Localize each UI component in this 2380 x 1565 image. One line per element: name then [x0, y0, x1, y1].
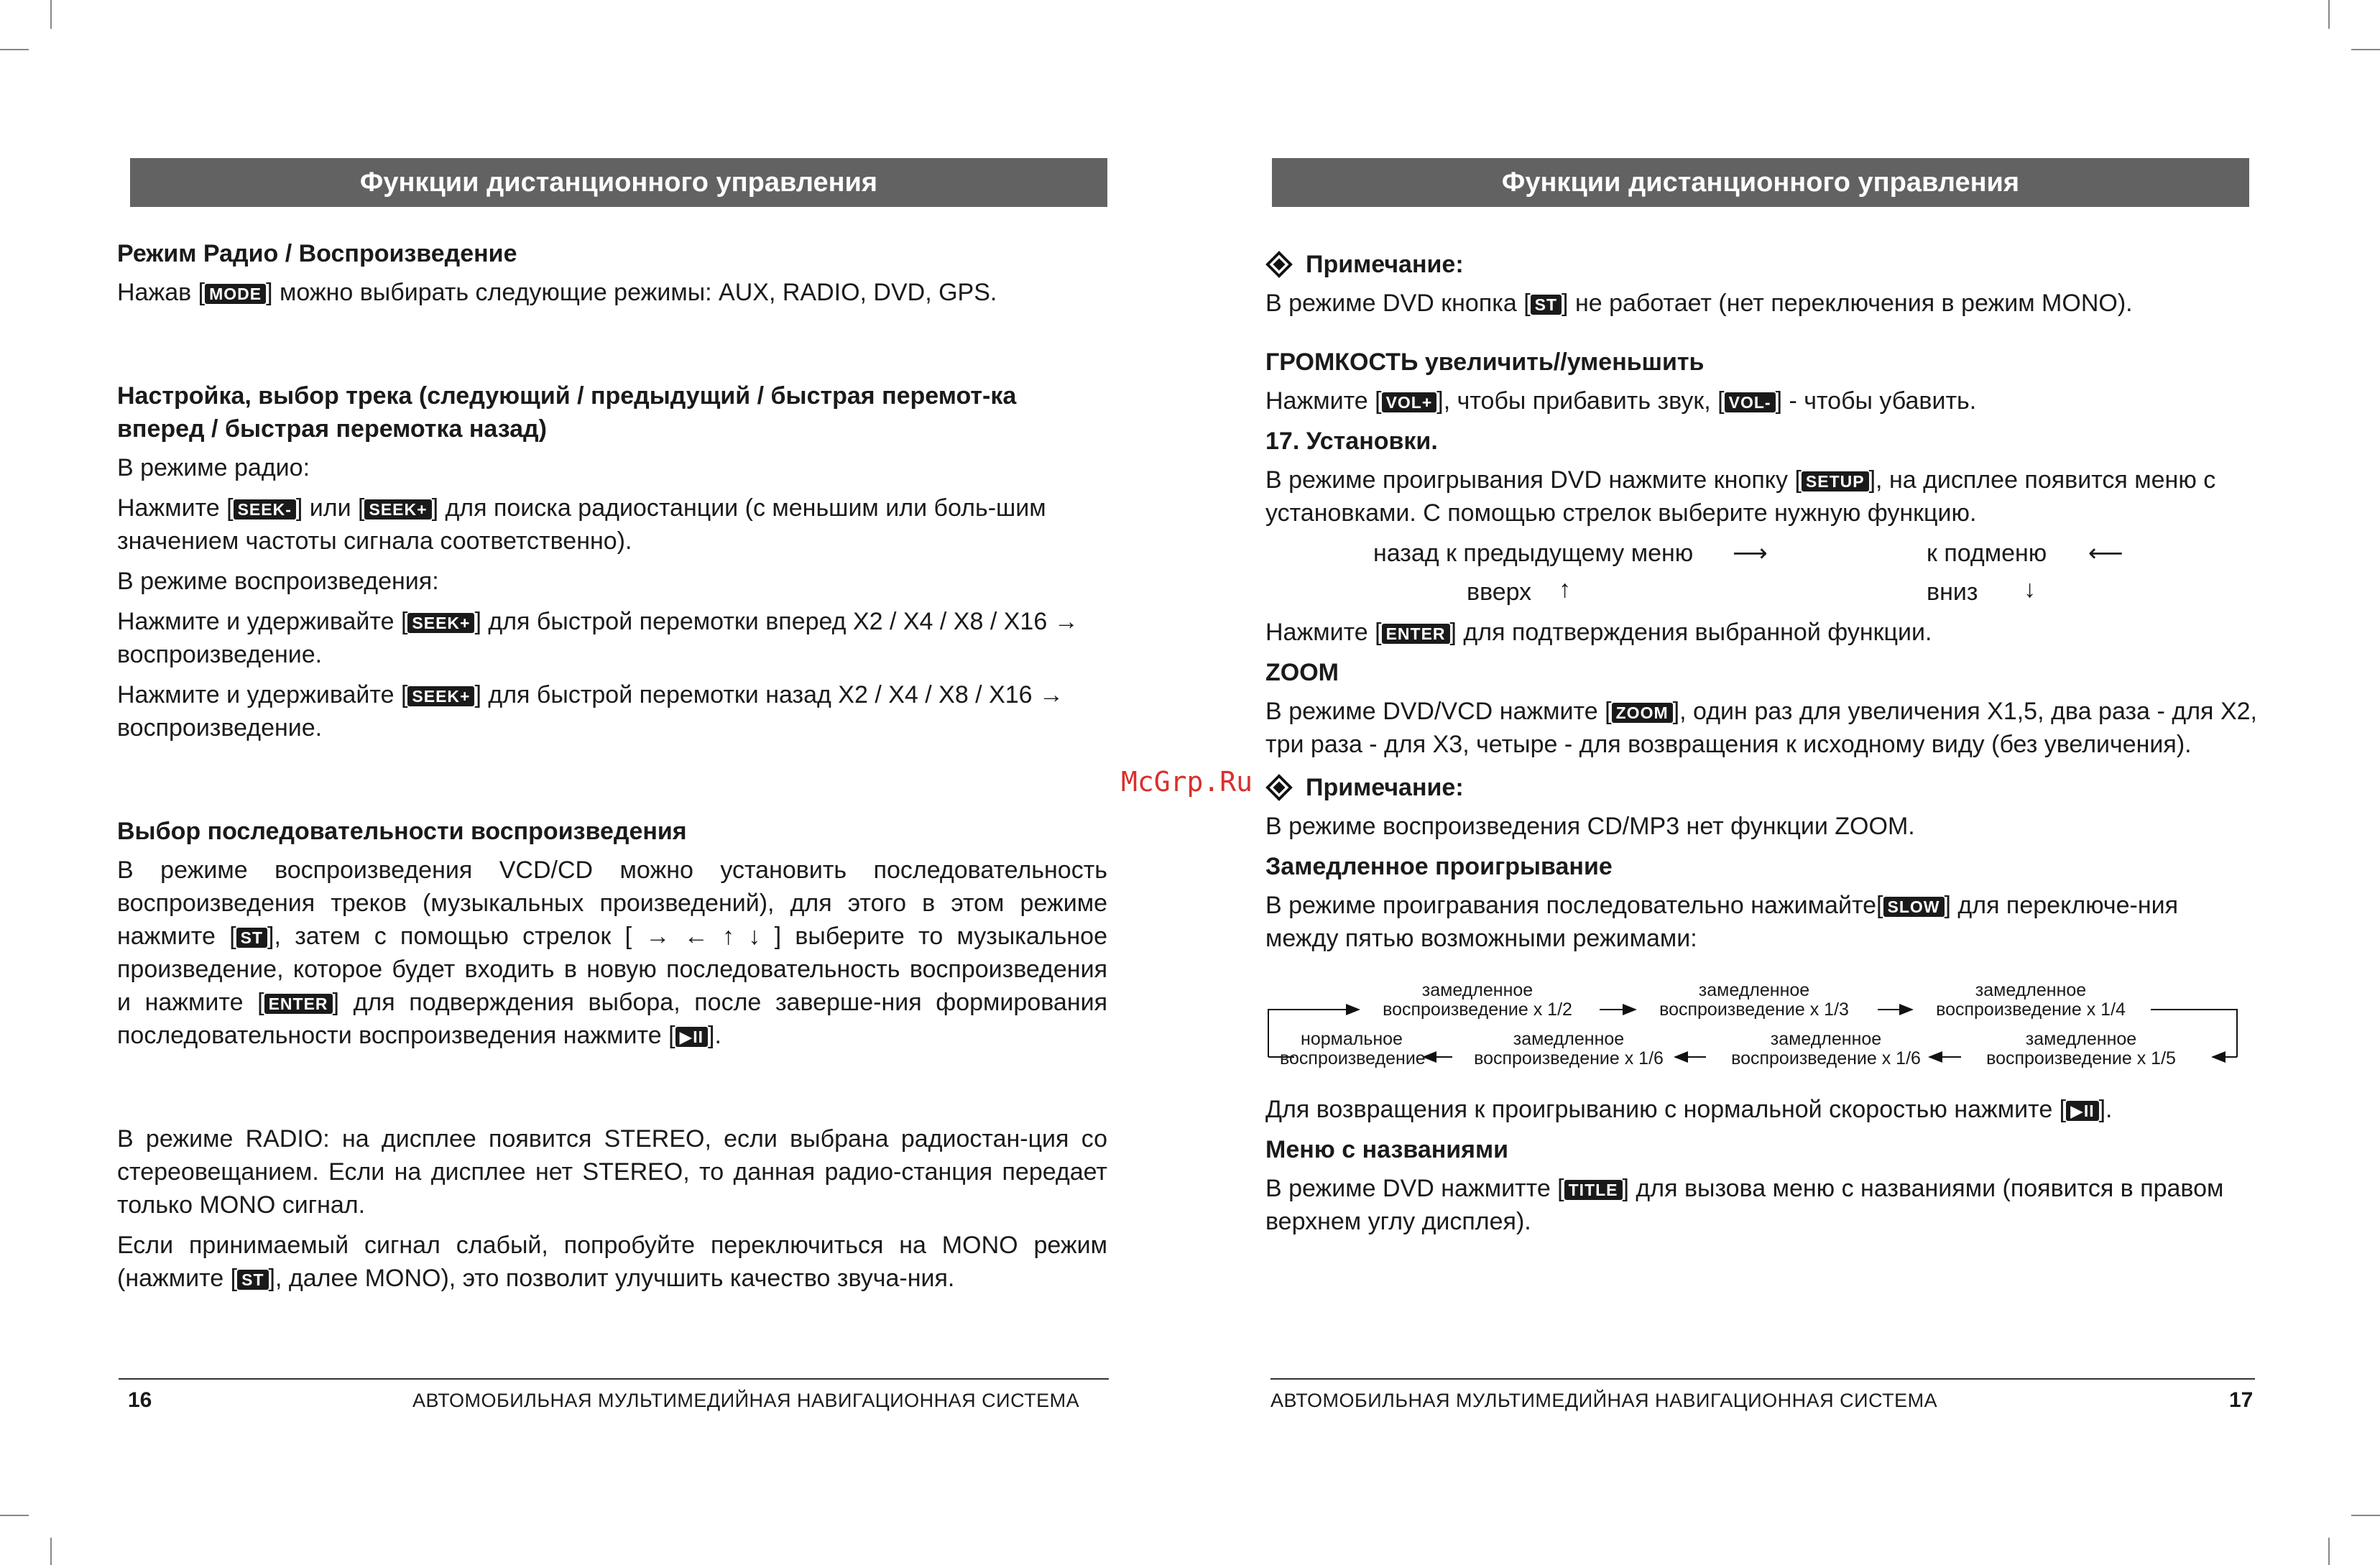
left-header-bar: Функции дистанционного управления — [130, 158, 1107, 207]
text: ] или [ — [295, 494, 365, 522]
sequence-paragraph — [117, 854, 1107, 1052]
text: замедленное — [1770, 1029, 1882, 1049]
right-content — [1265, 248, 2257, 1245]
page-number: 17 — [2229, 1388, 2254, 1412]
zoom-paragraph — [1265, 695, 2257, 761]
sequence-title: Выбор последовательности воспроизведения — [117, 818, 687, 845]
setup-paragraph — [1265, 463, 2257, 530]
spacer — [1265, 327, 2257, 346]
note-title: Примечание: — [1306, 774, 1464, 801]
note-heading — [1265, 771, 2257, 804]
footer-text: АВТОМОБИЛЬНАЯ МУЛЬТИМЕДИЙНАЯ НАВИГАЦИОННАЯ СИСТЕМА — [412, 1390, 1080, 1411]
spacer — [117, 1059, 1107, 1122]
text: ] для вызова меню с названиями (появится в правом верхнем углу дисплея). — [1265, 1175, 2224, 1235]
rewind-paragraph — [117, 678, 1107, 744]
seek-plus-key: SEEK+ — [407, 686, 474, 706]
text: В режиме DVD нажмитте [ — [1265, 1175, 1564, 1202]
zoom-title: ZOOM — [1265, 659, 1339, 686]
nav-submenu-label: к подменю — [1927, 540, 2047, 567]
stereo-paragraph: В режиме RADIO: на дисплее появится STEREO, если выбрана радиостан-ция со стереовещанием. Если на дисплее нет STEREO, то данная радио-станция передает только MONO сигнал. — [117, 1125, 1107, 1219]
note2-paragraph: В режиме воспроизведения CD/MP3 нет функции ZOOM. — [1265, 813, 1915, 840]
slow-key: SLOW — [1883, 897, 1945, 917]
footer-rule — [1270, 1378, 2255, 1380]
seek-minus-key: SEEK- — [234, 499, 296, 520]
enter-paragraph — [1265, 616, 2257, 649]
slow-mode-sixth — [1454, 1030, 1684, 1068]
text: ] - чтобы убавить. — [1775, 387, 1977, 415]
text: ]. — [2098, 1096, 2113, 1123]
text: воспроизведение x 1/3 — [1659, 1000, 1849, 1020]
nav-row-1 — [1265, 537, 2257, 578]
text: Для возвращения к проигрыванию с нормальной скоростью нажмите [ — [1265, 1096, 2067, 1123]
text: воспроизведение — [1280, 1048, 1426, 1068]
note-title: Примечание: — [1306, 251, 1464, 278]
enter-key: ENTER — [264, 994, 333, 1014]
text: В режиме проигрывания DVD нажмите кнопку [ — [1265, 466, 1802, 494]
title-key: TITLE — [1564, 1180, 1623, 1200]
text: В режиме воспроизведения VCD/CD можно установить последовательность воспроизведения треков (музыкальных произведений), для этого в этом режиме нажмите [ — [117, 857, 1107, 950]
right-arrow-icon: → — [1053, 608, 1079, 635]
seek-plus-key: SEEK+ — [407, 613, 474, 633]
mode-paragraph — [117, 276, 1107, 309]
text: Нажмите [ — [117, 494, 234, 522]
down-arrow-icon: ↓ — [2024, 576, 2036, 603]
st-key: ST — [236, 928, 267, 948]
diamond-note-icon — [1265, 251, 1293, 278]
text: ] для переключе-ния между пятью возможными режимами: — [1265, 892, 2179, 952]
track-select-title: Настройка, выбор трека (следующий / предыдущий / быстрая перемот-ка вперед / быстрая перемотка назад) — [117, 382, 1017, 443]
seek-paragraph — [117, 491, 1107, 558]
text: Нажмите [ — [1265, 619, 1382, 646]
text: ], на дисплее появится меню с установками. С помощью стрелок выберите нужную функцию. — [1265, 466, 2216, 527]
text: ] для быстрой перемотки назад X2 / X4 / X8 / X16 — [474, 681, 1033, 708]
text: замедленное — [1421, 980, 1533, 1000]
right-page — [1190, 0, 2380, 1565]
fast-forward-paragraph — [117, 605, 1107, 671]
return-paragraph — [1265, 1093, 2257, 1126]
text: ] для подверждения выбора, после заверше-ния формирования последовательности воспроизведения нажмите [ — [117, 989, 1107, 1049]
arrow-keys-icon: → ← ↑ ↓ — [632, 923, 775, 950]
slow-mode-third — [1636, 981, 1873, 1020]
left-content — [117, 237, 1107, 1302]
text: ], далее MONO), это позволит улучшить качество звуча-ния. — [268, 1265, 955, 1292]
text: нормальное — [1301, 1029, 1403, 1049]
nav-row-2 — [1265, 578, 2257, 616]
slow-paragraph — [1265, 889, 2257, 955]
slow-mode-fifth — [1962, 1030, 2200, 1068]
normal-mode — [1280, 1030, 1424, 1068]
text: ] выберите то музыкальное произведение, которое будет входить в новую последовательность воспроизведения и нажмите [ — [117, 923, 1107, 1016]
text: ]. — [708, 1022, 721, 1049]
text: ] для подтверждения выбранной функции. — [1449, 619, 1932, 646]
setup-key: SETUP — [1802, 471, 1869, 491]
text: В режиме DVD/VCD нажмите [ — [1265, 698, 1612, 725]
text: ] можно выбирать следующие режимы: AUX, RADIO, DVD, GPS. — [266, 279, 997, 306]
text: воспроизведение. — [117, 714, 323, 742]
text: замедленное — [2025, 1029, 2137, 1049]
vol-minus-key: VOL- — [1725, 392, 1776, 412]
page-number: 16 — [128, 1388, 152, 1412]
text: ], чтобы прибавить звук, [ — [1436, 387, 1725, 415]
text: воспроизведение x 1/6 — [1474, 1048, 1664, 1068]
slow-mode-quarter — [1912, 981, 2149, 1020]
mode-key: MODE — [205, 284, 266, 304]
text: ] для быстрой перемотки вперед X2 / X4 / X8 / X16 — [474, 608, 1048, 635]
text: Нажмите [ — [1265, 387, 1382, 415]
text: воспроизведение x 1/4 — [1936, 1000, 2126, 1020]
slow-mode-diagram — [1265, 966, 2257, 1074]
enter-key: ENTER — [1382, 624, 1450, 644]
title-menu-paragraph — [1265, 1172, 2257, 1238]
footer-rule — [119, 1378, 1109, 1380]
text: Нажав [ — [117, 279, 206, 306]
text: Нажмите и удерживайте [ — [117, 608, 408, 635]
right-header-bar: Функции дистанционного управления — [1272, 158, 2249, 207]
slow-mode-half — [1359, 981, 1596, 1020]
nav-back-label: назад к предыдущему меню — [1373, 540, 1694, 567]
radio-mode-text: В режиме радио: — [117, 454, 310, 481]
text: воспроизведение. — [117, 641, 323, 668]
right-arrow-icon: → — [1039, 681, 1064, 708]
text: ], затем с помощью стрелок [ — [267, 923, 632, 950]
left-arrow-icon: ⟵ — [2088, 540, 2123, 567]
text: ] не работает (нет переключения в режим MONO). — [1562, 290, 2133, 317]
text: воспроизведение x 1/2 — [1383, 1000, 1572, 1020]
slow-title: Замедленное проигрывание — [1265, 853, 1613, 880]
playback-mode-text: В режиме воспроизведения: — [117, 568, 439, 595]
play-pause-key: ▶II — [2066, 1101, 2098, 1121]
text: замедленное — [1975, 980, 2087, 1000]
text: Нажмите и удерживайте [ — [117, 681, 408, 708]
nav-up-label: вверх — [1467, 578, 1532, 606]
text: Если принимаемый сигнал слабый, попробуйте переключиться на MONO режим (нажмите [ — [117, 1232, 1107, 1292]
text: воспроизведение x 1/5 — [1986, 1048, 2176, 1068]
note1-paragraph — [1265, 287, 2257, 320]
up-arrow-icon: ↑ — [1559, 576, 1571, 603]
note-heading — [1265, 248, 2257, 281]
title-menu-title: Меню с названиями — [1265, 1136, 1509, 1163]
text: ] для поиска радиостанции (с меньшим или боль-шим значением частоты сигнала соответственно). — [117, 494, 1046, 555]
play-pause-key: ▶II — [675, 1027, 708, 1047]
diamond-note-icon — [1265, 774, 1293, 801]
zoom-key: ZOOM — [1612, 703, 1673, 723]
vol-plus-key: VOL+ — [1382, 392, 1437, 412]
slow-mode-sixth-b — [1707, 1030, 1945, 1068]
st-key: ST — [237, 1270, 268, 1290]
text: воспроизведение x 1/6 — [1731, 1048, 1921, 1068]
text: замедленное — [1698, 980, 1810, 1000]
nav-down-label: вниз — [1927, 578, 1978, 606]
text: В режиме DVD кнопка [ — [1265, 290, 1531, 317]
watermark: McGrp.Ru — [1121, 766, 1253, 798]
text: В режиме проигравания последовательно нажимайте[ — [1265, 892, 1883, 919]
text: ], один раз для увеличения X1,5, два раза - для X2, три раза - для X3, четыре - для возвращения к исходному виду (без увеличения). — [1265, 698, 2258, 758]
volume-paragraph — [1265, 384, 2257, 417]
radio-playback-title: Режим Радио / Воспроизведение — [117, 240, 517, 267]
st-key: ST — [1531, 295, 1562, 315]
right-arrow-icon: ⟶ — [1733, 540, 1768, 567]
setup-title: 17. Установки. — [1265, 428, 1438, 455]
mono-paragraph — [117, 1229, 1107, 1295]
spacer — [117, 316, 1107, 379]
text: замедленное — [1513, 1029, 1625, 1049]
footer-text: АВТОМОБИЛЬНАЯ МУЛЬТИМЕДИЙНАЯ НАВИГАЦИОННАЯ СИСТЕМА — [1270, 1390, 1938, 1411]
seek-plus-key: SEEK+ — [364, 499, 431, 520]
spacer — [117, 752, 1107, 815]
volume-title: ГРОМКОСТЬ увеличить//уменьшить — [1265, 348, 1705, 376]
